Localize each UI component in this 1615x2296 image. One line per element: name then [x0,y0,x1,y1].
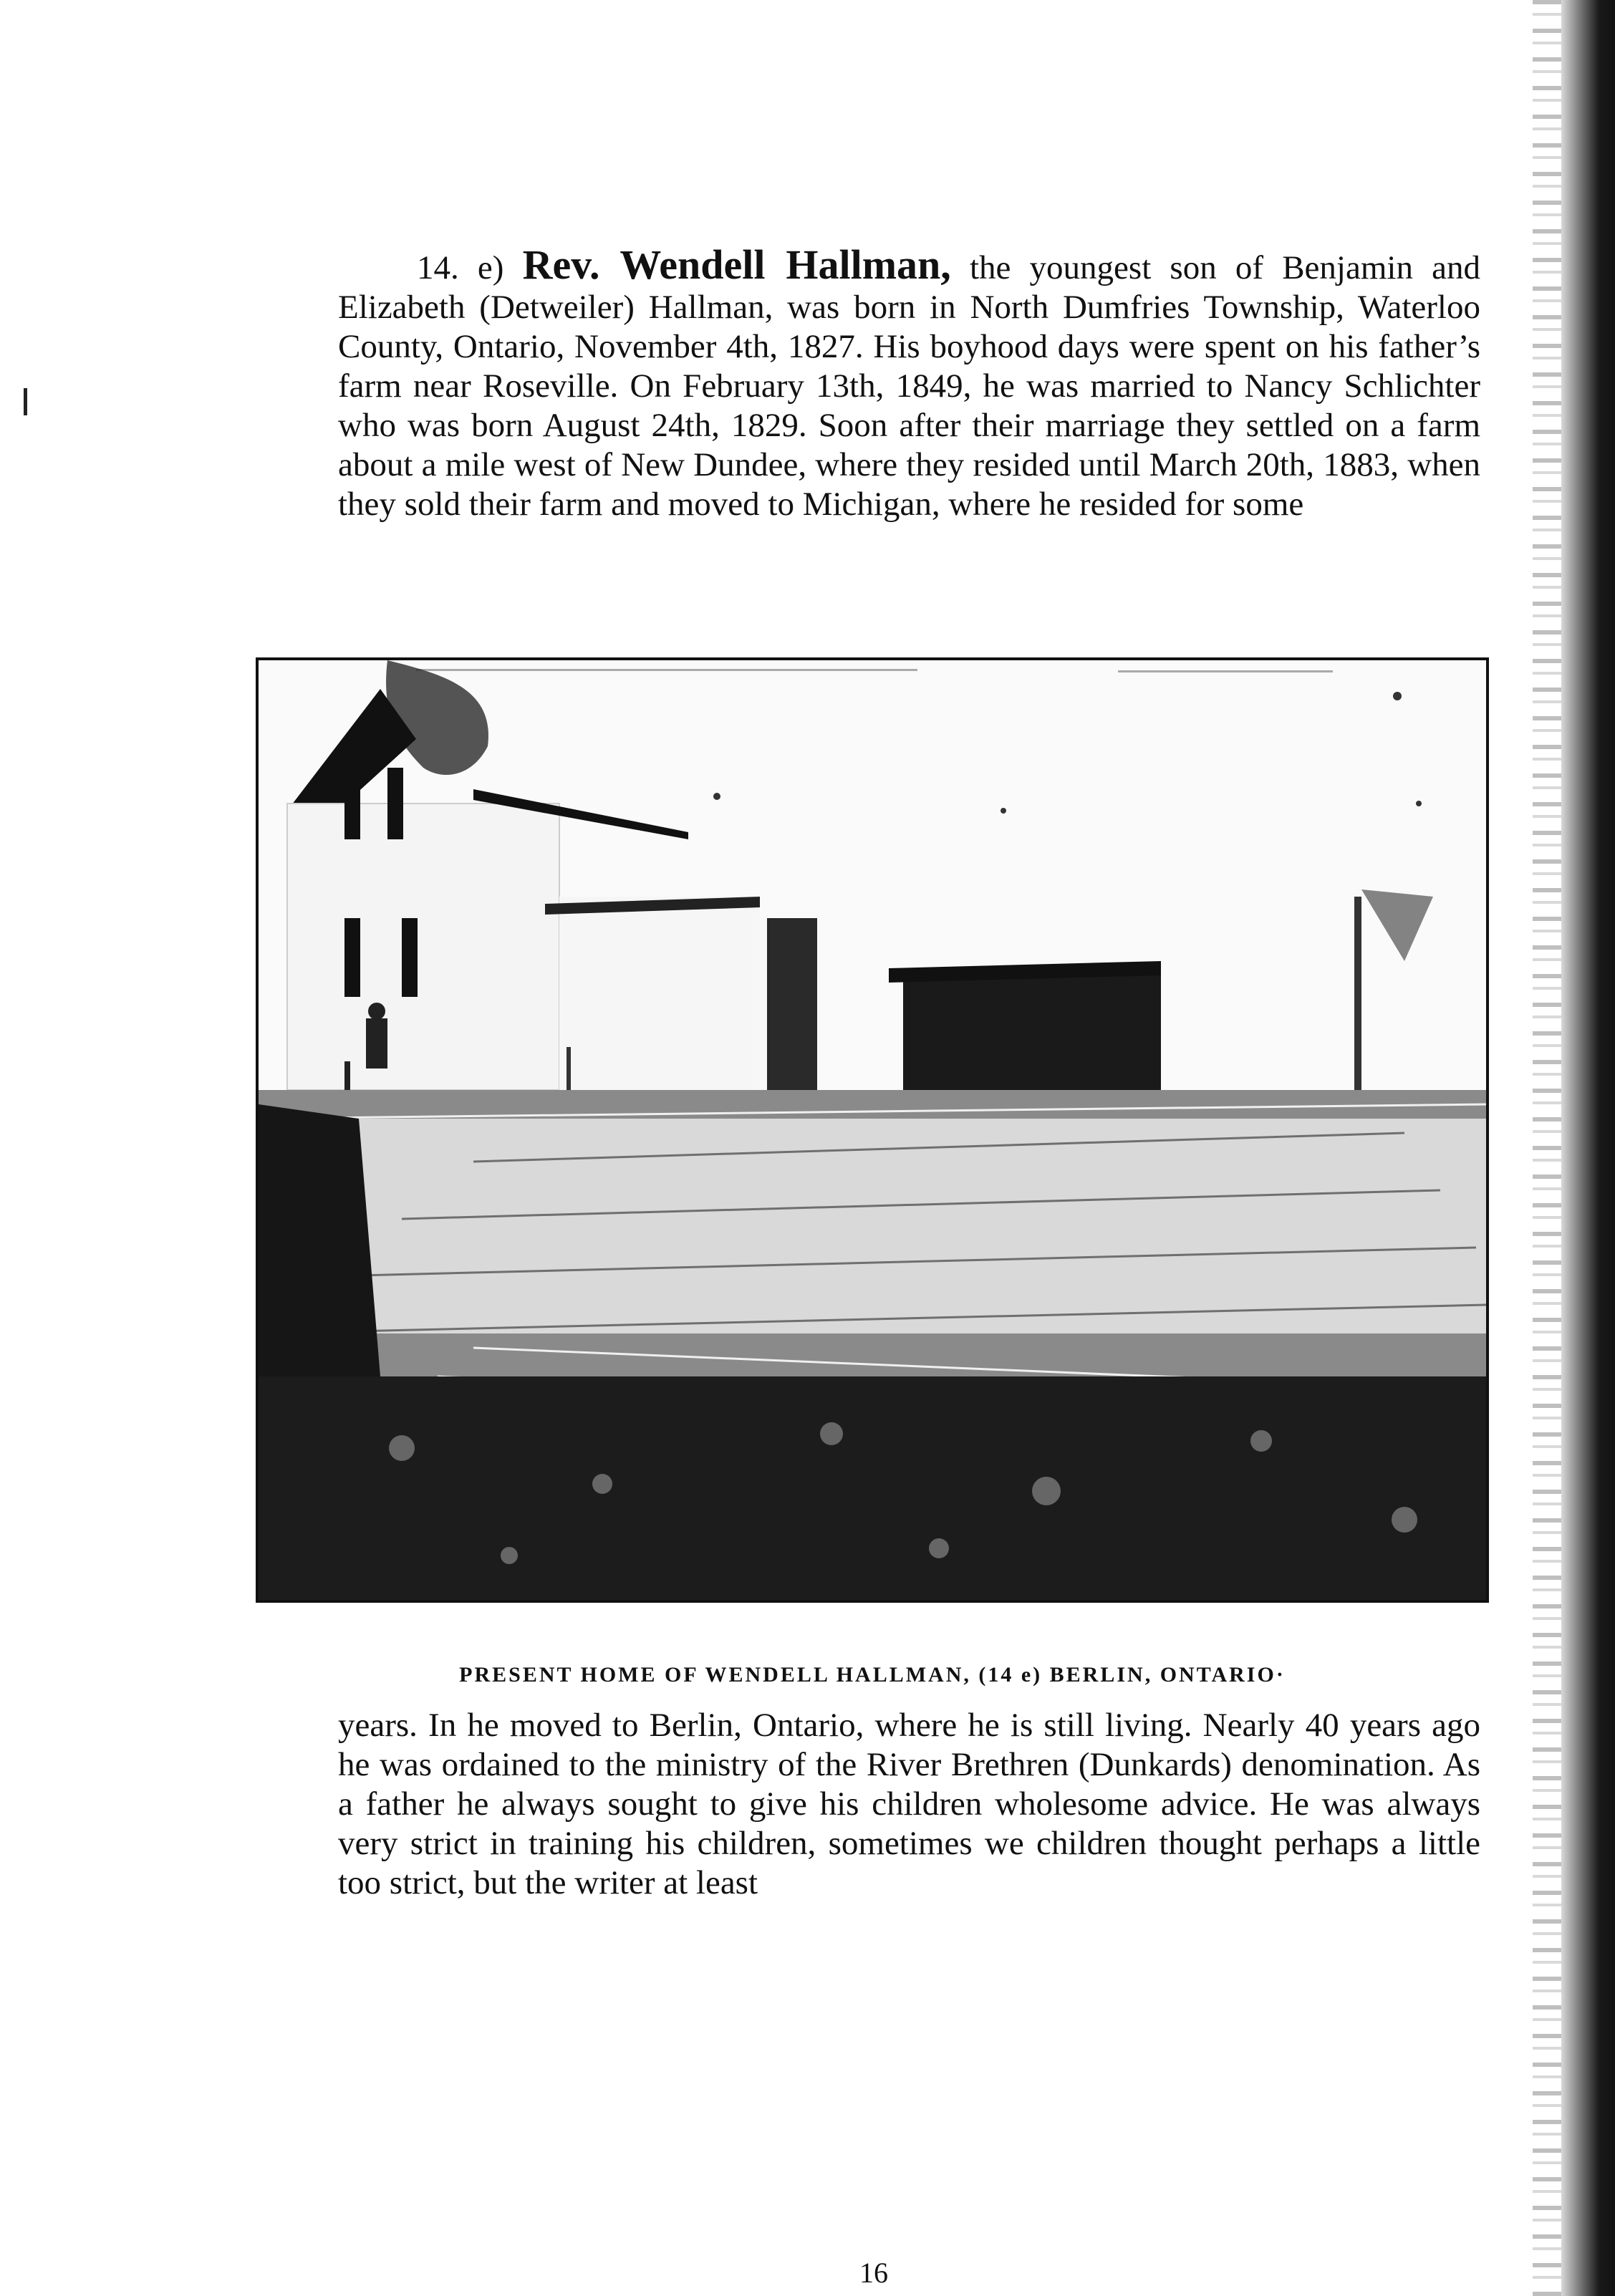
person-name-heading: Rev. Wendell Hallman, [522,241,951,288]
biography-paragraph-1 [338,241,1480,524]
paragraph-1-text: the youngest son of Benjamin and Elizabeth (Detweiler) Hallman, was born in North Dumfries Township, Waterloo County, Ontario, November 4th, 1827. His boyhood days were spent on his father’s farm near Roseville. On February 13th, 1849, he was married to Nancy Schlichter who was born August 24th, 1829. Soon after their marriage they settled on a farm about a mile west of New Dundee, where they resided until March 20th, 1883, when they sold their farm and moved to Michigan, where he resided for some [338,249,1480,523]
house-photograph [256,657,1489,1603]
scan-edge-shadow [1561,0,1615,2296]
house-photo-illustration [259,660,1486,1600]
margin-mark [24,388,27,415]
page-number: 16 [859,2257,888,2289]
photo-caption: PRESENT HOME OF WENDELL HALLMAN, (14 e) BERLIN, ONTARIO· [459,1663,1286,1687]
entry-number: 14. e) [417,249,523,286]
biography-paragraph-2: years. In he moved to Berlin, Ontario, where he is still living. Nearly 40 years ago he was ordained to the ministry of the River Brethren (Dunkards) denomination. As a father he always sought to give his children wholesome advice. He was always very strict in training his children, sometimes we children thought perhaps a little too strict, but the writer at least [338,1707,1480,1901]
